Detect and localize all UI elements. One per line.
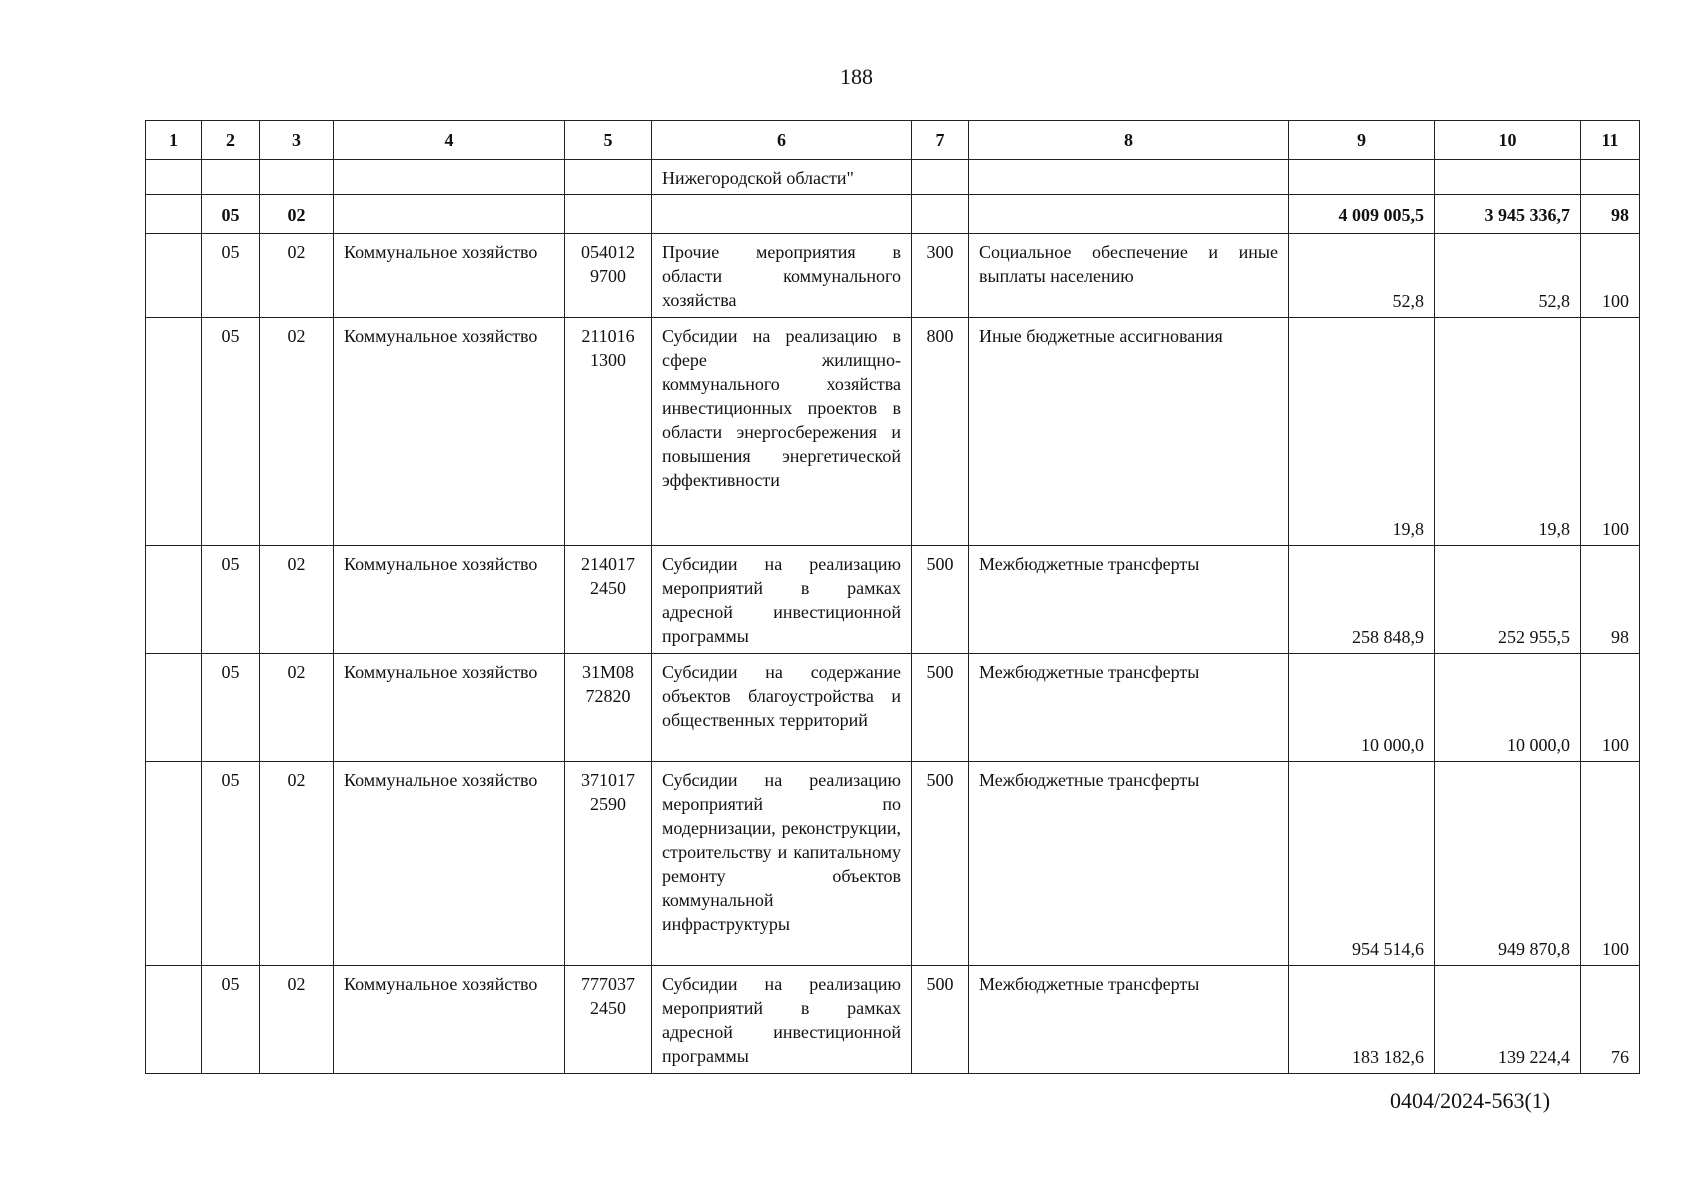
- planned-amount: 183 182,6: [1289, 966, 1435, 1074]
- subsection-name: Коммунальное хозяйство: [334, 546, 565, 654]
- executed-amount: 252 955,5: [1435, 546, 1581, 654]
- subsection-total-row: [146, 195, 1640, 234]
- target-article-code: 211016 1300: [565, 318, 652, 546]
- target-article-code: 214017 2450: [565, 546, 652, 654]
- expense-type-name: Межбюджетные трансферты: [969, 654, 1289, 762]
- planned-amount: 19,8: [1289, 318, 1435, 546]
- section-code: 05: [202, 195, 260, 234]
- section-code: 05: [202, 546, 260, 654]
- expense-name: Субсидии на реализацию мероприятий в рамках адресной инвестиционной программы: [652, 546, 912, 654]
- column-number-row: [146, 121, 1640, 160]
- executed-amount: 949 870,8: [1435, 762, 1581, 966]
- expense-name: Субсидии на реализацию мероприятий по модернизации, реконструкции, строительству и капитальному ремонту объектов коммунальной инфраструктуры: [652, 762, 912, 966]
- executed-amount: 139 224,4: [1435, 966, 1581, 1074]
- expense-name: Субсидии на содержание объектов благоустройства и общественных территорий: [652, 654, 912, 762]
- subsection-code: 02: [260, 966, 334, 1074]
- subsection-code: 02: [260, 762, 334, 966]
- execution-percent: 100: [1581, 654, 1640, 762]
- expense-name: Прочие мероприятия в области коммунального хозяйства: [652, 234, 912, 318]
- expense-type-code: 800: [912, 318, 969, 546]
- target-article-code: 31М08 72820: [565, 654, 652, 762]
- subsection-code: 02: [260, 546, 334, 654]
- expense-type-name: Иные бюджетные ассигнования: [969, 318, 1289, 546]
- subsection-name: Коммунальное хозяйство: [334, 234, 565, 318]
- subsection-code: 02: [260, 318, 334, 546]
- expense-type-code: 500: [912, 762, 969, 966]
- table-row: [146, 654, 1640, 762]
- expense-type-name: Межбюджетные трансферты: [969, 966, 1289, 1074]
- table-row: [146, 234, 1640, 318]
- subsection-code: 02: [260, 195, 334, 234]
- document-code: 0404/2024-563(1): [1390, 1088, 1551, 1113]
- expense-type-name: Межбюджетные трансферты: [969, 762, 1289, 966]
- page-number: 188: [840, 64, 873, 89]
- execution-percent: 98: [1581, 546, 1640, 654]
- expense-type-code: 500: [912, 966, 969, 1074]
- subsection-name: Коммунальное хозяйство: [334, 966, 565, 1074]
- planned-amount: 258 848,9: [1289, 546, 1435, 654]
- planned-amount: 52,8: [1289, 234, 1435, 318]
- table-row: [146, 966, 1640, 1074]
- column-number: 10: [1435, 121, 1581, 160]
- expense-name: Нижегородской области": [652, 160, 912, 195]
- planned-amount: 10 000,0: [1289, 654, 1435, 762]
- column-number: 7: [912, 121, 969, 160]
- column-number: 2: [202, 121, 260, 160]
- section-code: 05: [202, 966, 260, 1074]
- column-number: 8: [969, 121, 1289, 160]
- column-number: 3: [260, 121, 334, 160]
- expense-name: Субсидии на реализацию мероприятий в рамках адресной инвестиционной программы: [652, 966, 912, 1074]
- column-number: 5: [565, 121, 652, 160]
- column-number: 4: [334, 121, 565, 160]
- section-code: 05: [202, 234, 260, 318]
- budget-table: [145, 120, 1640, 1074]
- column-number: 9: [1289, 121, 1435, 160]
- column-number: 1: [146, 121, 202, 160]
- target-article-code: 777037 2450: [565, 966, 652, 1074]
- execution-percent: 100: [1581, 234, 1640, 318]
- target-article-code: 054012 9700: [565, 234, 652, 318]
- executed-amount: 10 000,0: [1435, 654, 1581, 762]
- expense-type-name: Межбюджетные трансферты: [969, 546, 1289, 654]
- section-code: 05: [202, 318, 260, 546]
- column-number: 6: [652, 121, 912, 160]
- subsection-name: Коммунальное хозяйство: [334, 762, 565, 966]
- expense-type-code: 500: [912, 546, 969, 654]
- subsection-code: 02: [260, 654, 334, 762]
- section-code: 05: [202, 654, 260, 762]
- expense-type-code: 300: [912, 234, 969, 318]
- expense-type-code: 500: [912, 654, 969, 762]
- table-row: [146, 762, 1640, 966]
- planned-amount: 4 009 005,5: [1289, 195, 1435, 234]
- execution-percent: 100: [1581, 762, 1640, 966]
- expense-type-name: Социальное обеспечение и иные выплаты населению: [969, 234, 1289, 318]
- subsection-name: Коммунальное хозяйство: [334, 318, 565, 546]
- subsection-code: 02: [260, 234, 334, 318]
- execution-percent: 100: [1581, 318, 1640, 546]
- section-code: 05: [202, 762, 260, 966]
- execution-percent: 98: [1581, 195, 1640, 234]
- execution-percent: 76: [1581, 966, 1640, 1074]
- table-row: [146, 318, 1640, 546]
- subsection-name: Коммунальное хозяйство: [334, 654, 565, 762]
- executed-amount: 52,8: [1435, 234, 1581, 318]
- target-article-code: 371017 2590: [565, 762, 652, 966]
- planned-amount: 954 514,6: [1289, 762, 1435, 966]
- continuation-row: [146, 160, 1640, 195]
- expense-name: Субсидии на реализацию в сфере жилищно-коммунального хозяйства инвестиционных проектов в области энергосбережения и повышения энергетической эффективности: [652, 318, 912, 546]
- table-row: [146, 546, 1640, 654]
- executed-amount: 3 945 336,7: [1435, 195, 1581, 234]
- executed-amount: 19,8: [1435, 318, 1581, 546]
- column-number: 11: [1581, 121, 1640, 160]
